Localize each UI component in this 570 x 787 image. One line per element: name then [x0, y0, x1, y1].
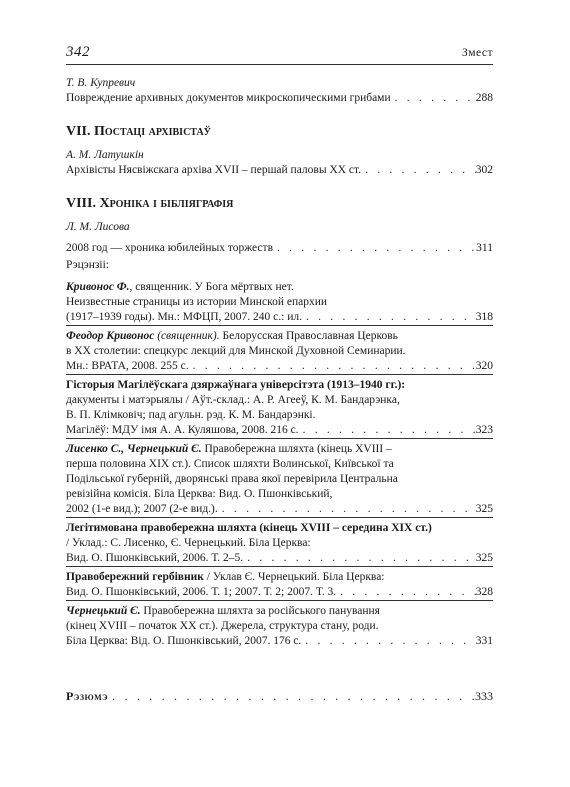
page-number: 342: [66, 44, 90, 60]
review-entry[interactable]: [66, 280, 493, 325]
review-note: (священник).: [154, 330, 220, 342]
review-title: Гісторыя Магілёўскага дзяржаўнага універсітэта (1913–1940 гг.):: [66, 379, 406, 391]
toc-page: 328: [475, 586, 493, 598]
section-numeral: VIII.: [66, 196, 96, 211]
divider: [66, 374, 493, 375]
divider: [66, 325, 493, 326]
divider: [66, 566, 493, 567]
toc-page: 288: [475, 92, 493, 104]
running-head: Змест: [461, 47, 493, 59]
review-text: дакументы і матэрыялы / Аўт.-склад.: А. Р. Агееў, К. М. Бандарэнка,: [66, 394, 400, 406]
review-text: в XX столетии: спецкурс лекций для Минской Духовной Семинарии.: [66, 345, 406, 357]
dot-leader: [218, 502, 476, 517]
dot-leader: [302, 310, 476, 325]
section-title: Постаці архівістаў: [94, 124, 212, 139]
review-text: Неизвестные страницы из истории Минской епархии: [66, 296, 328, 308]
review-text: Вид. О. Пшонківський, 2006. Т. 2–5.: [66, 552, 244, 564]
review-entry[interactable]: [66, 521, 493, 566]
divider: [66, 600, 493, 601]
author: А. М. Латушкін: [66, 149, 144, 161]
page: [66, 42, 493, 704]
dot-leader: [273, 241, 476, 256]
toc-entry[interactable]: [66, 241, 493, 256]
page-header: [66, 42, 493, 65]
review-text: Магілёў: МДУ імя А. А. Куляшова, 2008. 216 с.: [66, 424, 299, 436]
toc-page: 325: [475, 552, 493, 564]
dot-leader: [336, 585, 476, 600]
dot-leader: [243, 551, 476, 566]
review-text: Правобережна шляхта (кінець XVIII –: [201, 443, 392, 455]
toc-entry-title: Рэзюмэ: [66, 689, 109, 703]
toc-page: 320: [475, 360, 493, 372]
author: Т. В. Купревич: [66, 77, 136, 89]
review-text: (кінец XVIII – початок XX ст.). Джерела, структура стану, роди.: [66, 620, 379, 632]
review-text: ревізійна комісія. Біла Церква: Вид. О. Пшонківський,: [66, 488, 333, 500]
review-author: Кривонос Ф.: [66, 281, 130, 293]
review-text: В. П. Клімковіч; пад агульн. рэд. К. М. Бандарэнкі.: [66, 409, 316, 421]
dot-leader: [189, 359, 476, 374]
dot-leader: [301, 634, 475, 649]
reviews-label: Рэцэнзіі:: [66, 259, 109, 271]
section-numeral: VII.: [66, 124, 91, 139]
toc-page: 333: [475, 689, 493, 703]
toc-entry-title: Повреждение архивных документов микроскопическими грибами: [66, 92, 391, 104]
toc-page: 311: [476, 242, 493, 254]
review-title: Легітимована правобережна шляхта (кінець XVIII – середина XIX ст.): [66, 522, 432, 534]
review-text: , священник. У Бога мёртвых нет.: [129, 281, 294, 293]
toc-entry-title: Архівісты Нясвіжскага архіва XVII – першай паловы XX ст.: [66, 164, 362, 176]
review-text: Вид. О. Пшонківський, 2006. Т. 1; 2007. Т. 2; 2007. Т. 3.: [66, 586, 337, 598]
divider: [66, 517, 493, 518]
toc-page: 323: [475, 424, 493, 436]
divider: [66, 438, 493, 439]
review-text: Біла Церква: Від. О. Пшонківський, 2007. 176 с.: [66, 635, 302, 647]
review-text: Мн.: ВРАТА, 2008. 255 с.: [66, 360, 189, 372]
review-text: Подільської губерній, дворянські права якої перевірила Центральна: [66, 473, 398, 485]
review-entry[interactable]: [66, 378, 493, 438]
review-text: перша половина XIX ст.). Список шляхти Волинської, Київської та: [66, 458, 394, 470]
dot-leader: [391, 91, 476, 106]
toc-entry-title: 2008 год — хроника юбилейных торжеств: [66, 242, 273, 254]
author: Л. М. Лисова: [66, 221, 130, 233]
review-text: Правобережна шляхта за російського панування: [140, 605, 380, 617]
toc-entry[interactable]: [66, 163, 493, 178]
dot-leader: [361, 163, 476, 178]
section-title: Хроніка і бібліяграфія: [99, 196, 234, 211]
toc-entry-resume[interactable]: [66, 689, 493, 704]
toc-entry[interactable]: [66, 91, 493, 106]
review-text: 2002 (1-е вид.); 2007 (2-е вид.).: [66, 503, 218, 515]
toc-page: 318: [475, 311, 493, 323]
review-title: Правобережний гербівник: [66, 571, 204, 583]
review-text: Белорусская Православная Церковь: [219, 330, 398, 342]
review-entry[interactable]: [66, 570, 493, 600]
dot-leader: [108, 689, 475, 704]
review-author: Чернецький Є.: [66, 605, 141, 617]
review-text: / Уклад.: С. Лисенко, Є. Чернецький. Біла Церква:: [66, 537, 311, 549]
dot-leader: [299, 423, 476, 438]
review-entry[interactable]: [66, 329, 493, 374]
toc-page: 331: [475, 635, 493, 647]
review-text: / Уклав Є. Чернецький. Біла Церква:: [203, 571, 385, 583]
review-entry[interactable]: [66, 442, 493, 517]
review-author: Феодор Кривонос: [66, 330, 155, 342]
review-entry[interactable]: [66, 604, 493, 649]
toc-page: 325: [475, 503, 493, 515]
toc-page: 302: [475, 164, 493, 176]
review-text: (1917–1939 годы). Мн.: МФЦП, 2007. 240 с.: ил.: [66, 311, 302, 323]
section-heading-vii: [66, 123, 493, 141]
review-author: Лисенко С., Чернецький Є.: [66, 443, 202, 455]
section-heading-viii: [66, 195, 493, 213]
